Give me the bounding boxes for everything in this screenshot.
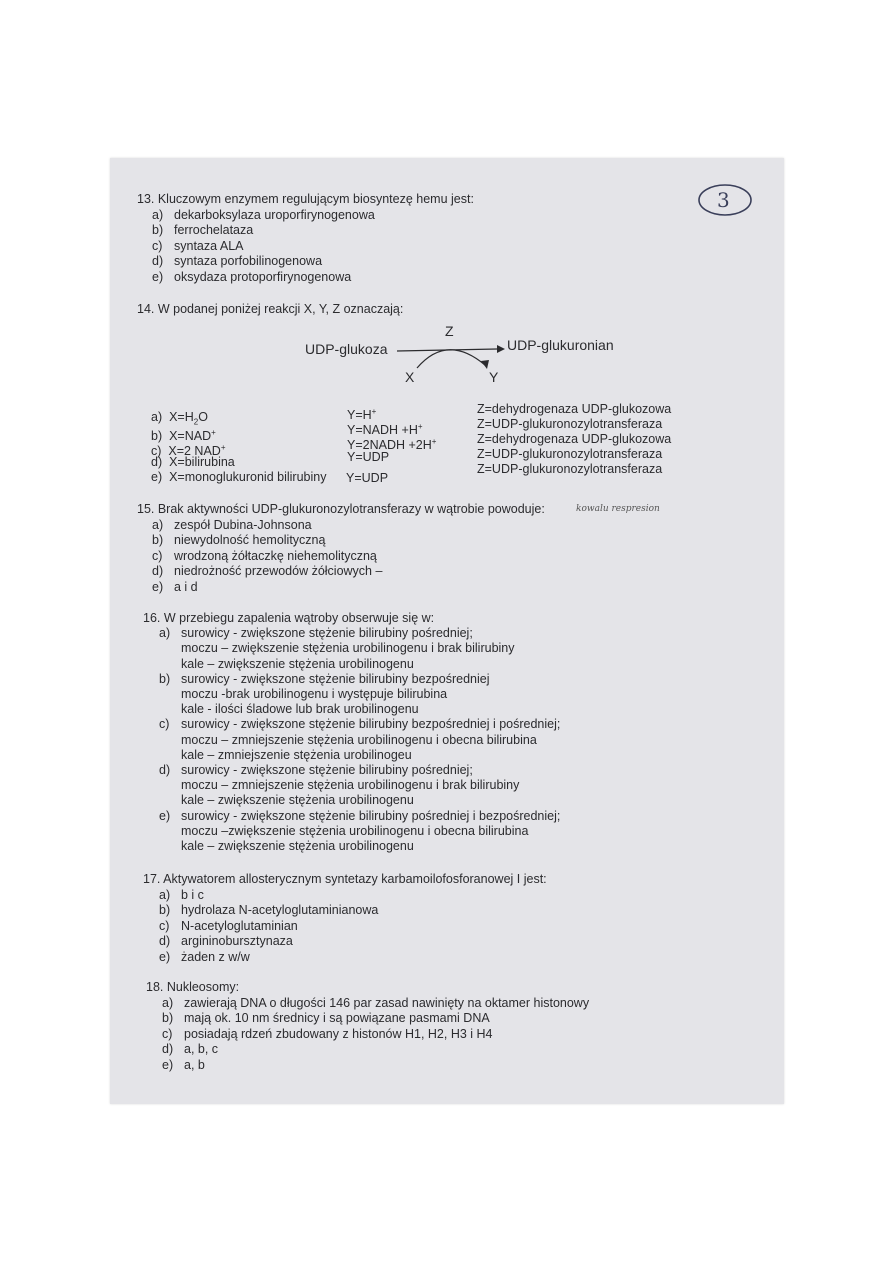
q16-option-e: e) surowicy - zwiększone stężenie bilirubiny pośredniej i bezpośredniej; moczu –zwiększenie stężenia urobilinogenu i obecna bilirubina kale – zwiększenie stężenia urobilinogenu (159, 808, 561, 854)
q14-option-a-x: a) $X=H_2O$ (151, 410, 208, 427)
q14-option-b-z: Z=UDP-glukuronozylotransferaza (477, 417, 663, 431)
q13-option-a: a) dekarboksylaza uroporfirynogenowa (152, 207, 375, 222)
q14-option-a-z: Z=dehydrogenaza UDP-glukozowa (477, 402, 672, 416)
q17-option-e: e) żaden z w/w (159, 949, 250, 964)
q14-option-c-x: c) X=2 NAD+ (151, 443, 226, 459)
question-14 (137, 302, 403, 318)
x-label: X (405, 369, 415, 385)
q13-option-d: d) syntaza porfobilinogenowa (152, 254, 323, 268)
product-label: UDP-glukuronian (507, 337, 614, 353)
reaction-diagram (305, 323, 635, 393)
q18-option-a: a) zawierają DNA o długości 146 par zasad nawinięty na oktamer histonowy (162, 995, 590, 1010)
exam-page (110, 158, 784, 1104)
q17-option-d: d) argininobursztynaza (159, 934, 293, 948)
q16-option-b: b) surowicy - zwiększone stężenie bilirubiny bezpośredniej moczu -brak urobilinogenu i występuje bilirubina kale - ilości śladowe lub brak urobilinogenu (159, 671, 490, 717)
page-number-circle (695, 180, 757, 220)
question-16-stem: 16. W przebiegu zapalenia wątroby obserwuje się w: (143, 611, 435, 625)
question-15-stem: 15. Brak aktywności UDP-glukuronozylotransferazy w wątrobie powoduje: (137, 502, 545, 516)
question-13 (137, 192, 474, 285)
q18-option-d: d) a, b, c (162, 1042, 219, 1056)
question-14-options (137, 403, 757, 483)
question-17-stem: 17. Aktywatorem allosterycznym syntetazy karbamoilofosforanowej I jest: (143, 872, 547, 886)
q16-option-c: c) surowicy - zwiększone stężenie bilirubiny bezpośredniej i pośredniej; moczu – zmniejszenie stężenia urobilinogenu i obecna bilirubina kale – zmniejszenie stężenia urobilinogeu (159, 717, 561, 762)
q18-option-b: b) mają ok. 10 nm średnicy i są powiązane pasmami DNA (162, 1011, 490, 1025)
q14-option-b-x: b) X=NAD+ (151, 428, 216, 444)
question-16 (143, 611, 560, 854)
q14-option-e-y-value: Y=UDP (346, 471, 389, 485)
q14-option-e-x: e) X=monoglukuronid bilirubiny (151, 470, 327, 484)
q17-option-c: c) N-acetyloglutaminian (159, 918, 298, 933)
q14-option-b-y: Y=NADH +H+ (347, 422, 423, 438)
q18-option-e: e) a, b (162, 1057, 205, 1072)
q14-option-d-y: Y=UDP (347, 450, 390, 464)
question-17 (143, 872, 547, 965)
substrate-label: UDP-glukoza (305, 341, 388, 357)
question-13-stem: 13. Kluczowym enzymem regulującym biosyntezę hemu jest: (137, 192, 474, 206)
question-18 (146, 980, 589, 1073)
q15-option-a: a) zespół Dubina-Johnsona (152, 517, 312, 532)
z-label: Z (445, 323, 454, 339)
question-15 (137, 502, 545, 595)
q15-option-b: b) niewydolność hemolityczną (152, 533, 326, 547)
y-label: Y (489, 369, 499, 385)
question-14-stem: 14. W podanej poniżej reakcji X, Y, Z oznaczają: (137, 302, 404, 316)
q14-option-c-z: Z=dehydrogenaza UDP-glukozowa (477, 432, 672, 446)
q13-option-e: e) oksydaza protoporfirynogenowa (152, 269, 352, 284)
q13-option-c: c) syntaza ALA (152, 238, 244, 253)
q15-option-c: c) wrodzoną żółtaczkę niehemolityczną (152, 548, 377, 563)
q17-option-a: a) b i c (159, 887, 204, 902)
q14-option-a-y: Y=H+ (347, 407, 377, 423)
q15-option-e: e) a i d (152, 579, 198, 594)
page-number: 3 (717, 188, 730, 212)
q16-option-d: d) surowicy - zwiększone stężenie bilirubiny pośredniej; moczu – zmniejszenie stężenia urobilinogenu i brak bilirubiny kale – zwiększenie stężenia urobilinogenu (159, 763, 520, 808)
q17-option-b: b) hydrolaza N-acetyloglutaminianowa (159, 903, 379, 917)
q14-option-d-z: Z=UDP-glukuronozylotransferaza (477, 447, 663, 461)
q14-option-c-y: Y=2NADH +2H+ (347, 437, 437, 453)
reaction-arrow (305, 323, 635, 393)
q14-option-d-x: d) X=bilirubina (151, 455, 235, 469)
q16-option-a: a) surowicy - zwiększone stężenie bilirubiny pośredniej; moczu – zwiększenie stężenia urobilinogenu i brak bilirubiny kale – zwiększenie stężenia urobilinogenu (159, 626, 515, 671)
question-18-stem: 18. Nukleosomy: (146, 980, 240, 994)
q15-option-d: d) niedrożność przewodów żółciowych – (152, 564, 383, 578)
handwritten-note: kowalu respresion (576, 504, 660, 514)
q18-option-c: c) posiadają rdzeń zbudowany z histonów H1, H2, H3 i H4 (162, 1026, 493, 1041)
q14-option-e-z: Z=UDP-glukuronozylotransferaza (477, 462, 663, 476)
q13-option-b: b) ferrochelataza (152, 223, 254, 237)
